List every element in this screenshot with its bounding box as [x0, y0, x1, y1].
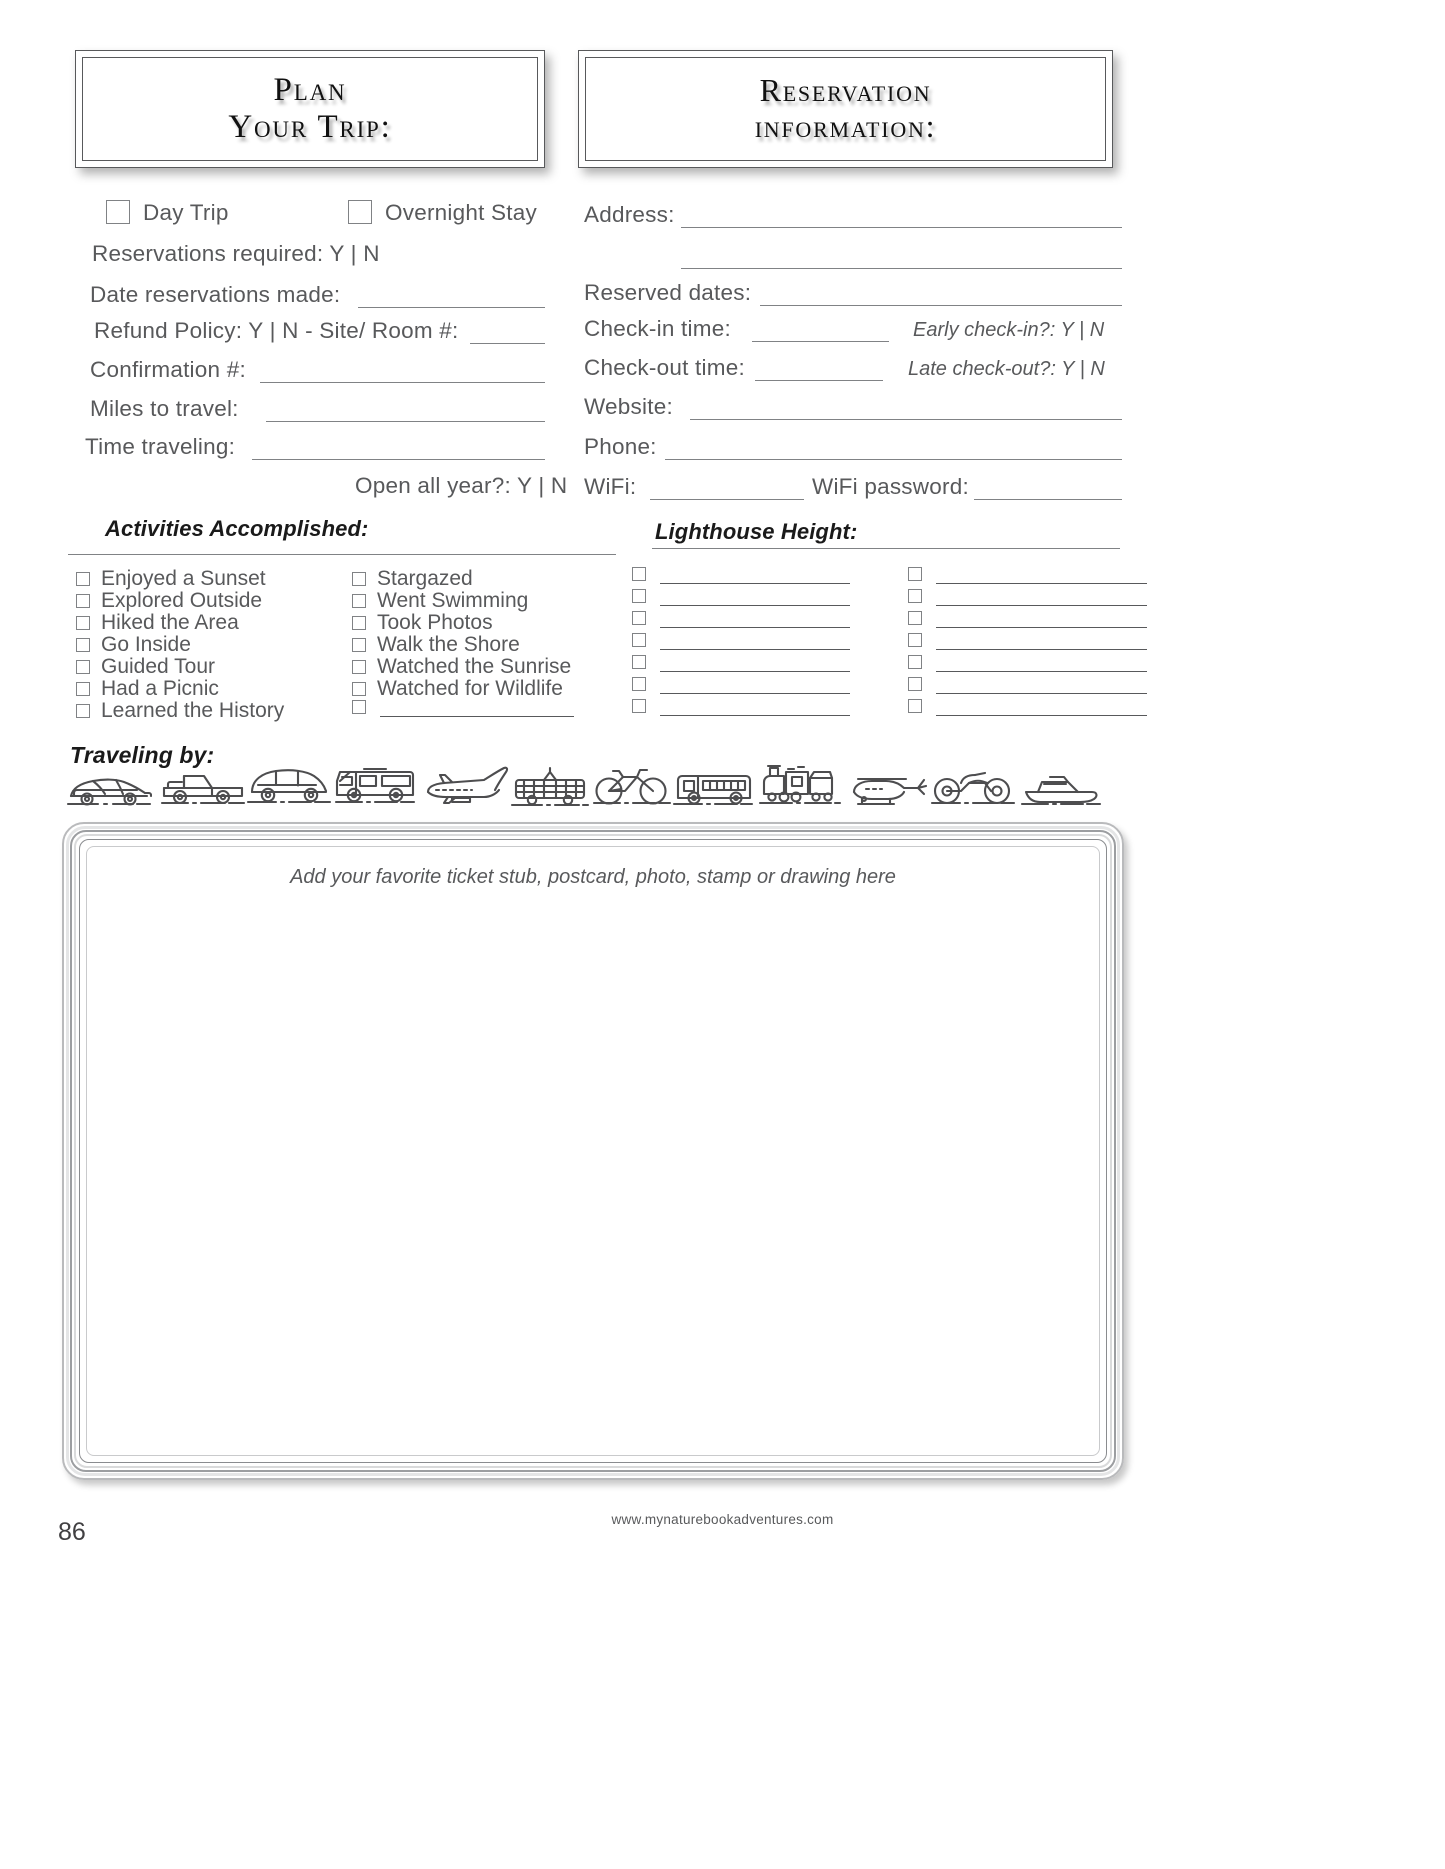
input-lighthouse[interactable]	[936, 613, 1147, 628]
checkbox[interactable]	[632, 699, 646, 713]
input-custom-activity[interactable]	[380, 702, 574, 717]
banner-title	[578, 50, 1113, 168]
lighthouse-row[interactable]	[908, 567, 1147, 584]
activity-label: Stargazed	[377, 567, 473, 590]
banner-title-line2: Your Trip:	[228, 109, 392, 145]
input-lighthouse[interactable]	[660, 679, 850, 694]
label-check-out-time: Check-out time:	[584, 355, 745, 380]
activity-label: Enjoyed a Sunset	[101, 567, 266, 590]
lighthouse-row[interactable]	[632, 655, 850, 672]
lighthouse-row[interactable]	[632, 589, 850, 606]
input-confirmation-number[interactable]	[260, 382, 545, 383]
label-website: Website:	[584, 394, 673, 419]
input-lighthouse[interactable]	[936, 701, 1147, 716]
label-miles-to-travel: Miles to travel:	[90, 396, 239, 421]
checkbox[interactable]	[908, 655, 922, 669]
checkbox[interactable]	[352, 594, 366, 608]
activity-label: Go Inside	[101, 633, 191, 656]
checkbox[interactable]	[908, 611, 922, 625]
label-reserved-dates: Reserved dates:	[584, 280, 752, 305]
lighthouse-row[interactable]	[632, 567, 850, 584]
checkbox[interactable]	[76, 682, 90, 696]
checkbox[interactable]	[352, 572, 366, 586]
lighthouse-row[interactable]	[908, 699, 1147, 716]
activity-label: Guided Tour	[101, 655, 216, 678]
label-refund-policy: Refund Policy: Y | N - Site/ Room #:	[94, 318, 459, 343]
input-lighthouse[interactable]	[936, 679, 1147, 694]
pickup-truck-icon[interactable]	[160, 764, 246, 810]
activities-divider	[68, 554, 616, 555]
activity-label: Had a Picnic	[101, 677, 219, 700]
activity-item[interactable]	[352, 568, 473, 589]
lighthouse-row[interactable]	[632, 633, 850, 650]
checkbox[interactable]	[908, 699, 922, 713]
lighthouse-divider	[652, 548, 1120, 549]
lighthouse-row[interactable]	[908, 611, 1147, 628]
input-website[interactable]	[690, 419, 1122, 420]
checkbox[interactable]	[632, 589, 646, 603]
label-late-check-out: Late check-out?: Y | N	[908, 358, 1105, 380]
input-address-line-1[interactable]	[681, 227, 1122, 228]
input-lighthouse[interactable]	[660, 657, 850, 672]
activity-label: Explored Outside	[101, 589, 263, 612]
activity-item[interactable]	[76, 656, 215, 677]
footer-url: www.mynaturebookadventures.com	[611, 1512, 834, 1527]
label-overnight-stay: Overnight Stay	[385, 200, 537, 225]
input-address-line-2[interactable]	[681, 268, 1122, 269]
label-confirmation-number: Confirmation #:	[90, 357, 246, 382]
label-wifi: WiFi:	[584, 474, 637, 499]
input-site-room-number[interactable]	[470, 343, 545, 344]
page-number: 86	[58, 1518, 86, 1546]
boat-icon[interactable]	[1020, 768, 1102, 808]
banner-title-line2: information:	[754, 108, 937, 144]
checkbox[interactable]	[352, 682, 366, 696]
label-time-traveling: Time traveling:	[85, 434, 236, 459]
activity-item[interactable]	[76, 568, 266, 589]
rv-van-icon[interactable]	[334, 758, 416, 810]
input-lighthouse[interactable]	[660, 591, 850, 606]
activity-item[interactable]	[76, 612, 239, 633]
plan-your-trip-banner	[75, 50, 545, 168]
input-miles-to-travel[interactable]	[266, 421, 545, 422]
banner-title	[75, 50, 545, 168]
suv-icon[interactable]	[246, 762, 332, 810]
checkbox[interactable]	[908, 633, 922, 647]
input-wifi[interactable]	[650, 499, 804, 500]
label-reservations-required: Reservations required: Y | N	[92, 241, 380, 266]
activity-label: Learned the History	[101, 699, 285, 722]
checkbox[interactable]	[632, 633, 646, 647]
checkbox[interactable]	[76, 594, 90, 608]
photo-prompt-text: Add your favorite ticket stub, postcard, photo, stamp or drawing here	[290, 866, 896, 888]
activity-label: Went Swimming	[377, 589, 529, 612]
input-lighthouse[interactable]	[936, 569, 1147, 584]
input-check-in-time[interactable]	[752, 341, 889, 342]
lighthouse-row[interactable]	[632, 677, 850, 694]
banner-title-line1: Plan	[273, 72, 347, 109]
checkbox[interactable]	[352, 700, 366, 714]
input-lighthouse[interactable]	[660, 569, 850, 584]
activity-item[interactable]	[76, 590, 262, 611]
checkbox-day-trip[interactable]	[106, 200, 130, 224]
steam-train-icon[interactable]	[758, 756, 842, 808]
checkbox[interactable]	[632, 677, 646, 691]
bicycle-icon[interactable]	[592, 762, 672, 808]
frame-inner-line	[86, 846, 1100, 1456]
bus-icon[interactable]	[672, 760, 754, 808]
input-date-reservations-made[interactable]	[358, 307, 545, 308]
lighthouse-heading: Lighthouse Height:	[655, 519, 858, 544]
checkbox[interactable]	[76, 616, 90, 630]
checkbox[interactable]	[352, 616, 366, 630]
label-early-check-in: Early check-in?: Y | N	[913, 319, 1105, 341]
banner-title-line1: Reservation	[759, 72, 932, 109]
activity-item[interactable]	[352, 590, 528, 611]
activity-item[interactable]	[352, 634, 520, 655]
activity-label: Hiked the Area	[101, 611, 239, 634]
label-check-in-time: Check-in time:	[584, 316, 731, 341]
activity-label: Took Photos	[377, 611, 493, 634]
input-reserved-dates[interactable]	[760, 305, 1122, 306]
input-time-traveling[interactable]	[252, 459, 545, 460]
label-phone: Phone:	[584, 434, 657, 459]
input-lighthouse[interactable]	[660, 635, 850, 650]
checkbox[interactable]	[76, 660, 90, 674]
activity-label: Watched for Wildlife	[377, 677, 563, 700]
activity-item[interactable]	[352, 656, 571, 677]
activities-heading: Activities Accomplished:	[105, 516, 369, 541]
reservation-information-banner	[578, 50, 1113, 168]
checkbox[interactable]	[908, 677, 922, 691]
lighthouse-row[interactable]	[908, 677, 1147, 694]
traveling-by-heading: Traveling by:	[70, 742, 215, 768]
checkbox[interactable]	[632, 611, 646, 625]
activity-item[interactable]	[76, 700, 284, 721]
checkbox[interactable]	[352, 660, 366, 674]
label-address: Address:	[584, 202, 675, 227]
helicopter-icon[interactable]	[844, 766, 930, 810]
activity-item-write-in[interactable]	[352, 700, 574, 717]
activity-label: Watched the Sunrise	[377, 655, 572, 678]
airplane-icon[interactable]	[422, 766, 510, 810]
checkbox[interactable]	[908, 589, 922, 603]
lighthouse-row[interactable]	[632, 699, 850, 716]
input-lighthouse[interactable]	[936, 591, 1147, 606]
input-lighthouse[interactable]	[660, 701, 850, 716]
checkbox-overnight-stay[interactable]	[348, 200, 372, 224]
checkbox[interactable]	[632, 655, 646, 669]
activity-item[interactable]	[352, 678, 563, 699]
input-lighthouse[interactable]	[660, 613, 850, 628]
checkbox[interactable]	[908, 567, 922, 581]
activity-item[interactable]	[352, 612, 493, 633]
checkbox[interactable]	[76, 572, 90, 586]
input-phone[interactable]	[665, 459, 1122, 460]
input-check-out-time[interactable]	[755, 380, 883, 381]
lighthouse-row[interactable]	[908, 633, 1147, 650]
car-icon[interactable]	[66, 770, 152, 810]
input-lighthouse[interactable]	[936, 635, 1147, 650]
activity-label: Walk the Shore	[377, 633, 520, 656]
input-lighthouse[interactable]	[936, 657, 1147, 672]
lighthouse-row[interactable]	[632, 611, 850, 628]
lighthouse-row[interactable]	[908, 589, 1147, 606]
motorcycle-icon[interactable]	[930, 762, 1016, 808]
lighthouse-row[interactable]	[908, 655, 1147, 672]
checkbox[interactable]	[352, 638, 366, 652]
activity-item[interactable]	[76, 678, 219, 699]
tram-icon[interactable]	[510, 762, 590, 810]
input-wifi-password[interactable]	[974, 499, 1122, 500]
activity-item[interactable]	[76, 634, 191, 655]
label-date-reservations-made: Date reservations made:	[90, 282, 341, 307]
label-wifi-password: WiFi password:	[812, 474, 969, 499]
checkbox[interactable]	[76, 704, 90, 718]
label-open-all-year: Open all year?: Y | N	[355, 473, 568, 498]
checkbox[interactable]	[632, 567, 646, 581]
checkbox[interactable]	[76, 638, 90, 652]
photo-frame	[62, 822, 1124, 1480]
label-day-trip: Day Trip	[143, 200, 229, 225]
